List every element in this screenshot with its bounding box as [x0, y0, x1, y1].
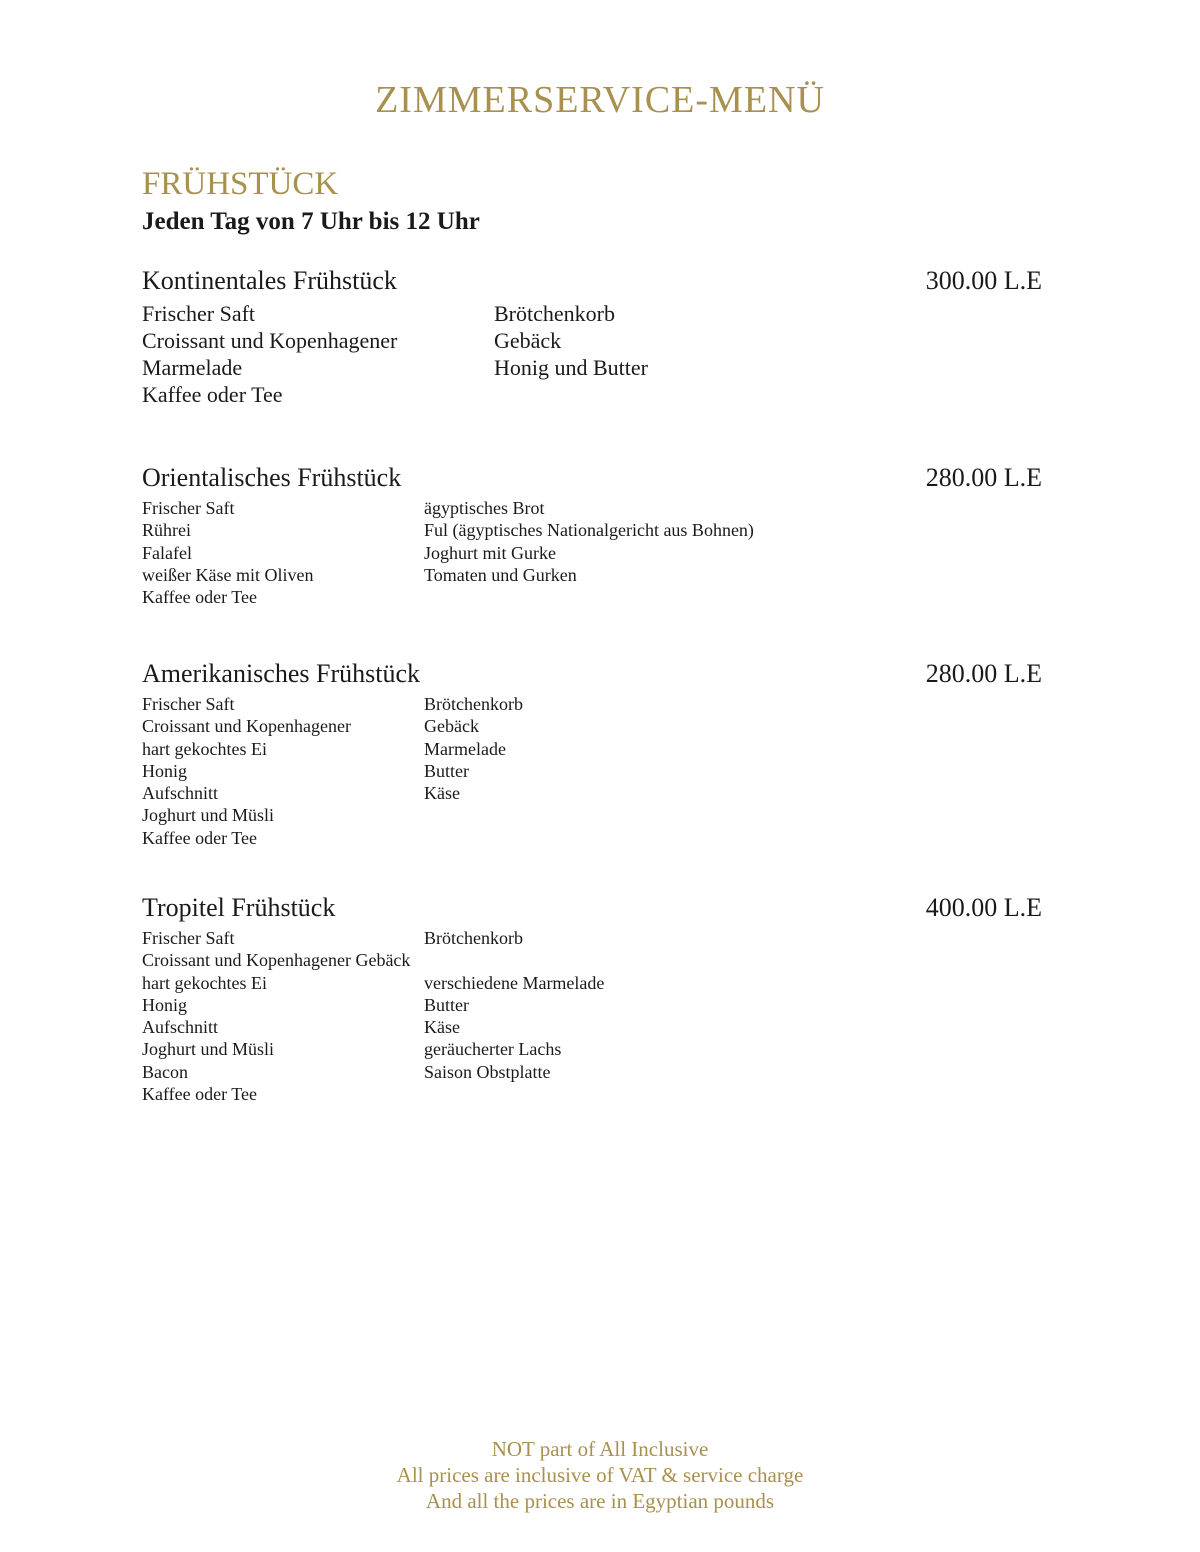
- footer-line: NOT part of All Inclusive: [491, 1437, 709, 1461]
- component: Marmelade: [142, 355, 243, 380]
- component: Honig und Butter: [494, 355, 648, 380]
- component: Honig: [142, 994, 187, 1015]
- component: Brötchenkorb: [424, 928, 523, 948]
- component: verschiedene Marmelade: [424, 972, 605, 993]
- component: hart gekochtes Ei: [142, 972, 267, 993]
- component: Joghurt und Müsli: [142, 805, 275, 826]
- item-components-right: [424, 927, 604, 1083]
- component: ägyptisches Brot: [424, 498, 545, 518]
- footer-notes: [0, 1436, 1200, 1514]
- component: Butter: [424, 760, 469, 781]
- item-components-left: [142, 927, 410, 1105]
- component: Käse: [424, 1017, 460, 1038]
- item-components-right: [424, 693, 523, 804]
- component: Joghurt mit Gurke: [424, 542, 556, 563]
- component: Joghurt und Müsli: [142, 1039, 275, 1060]
- component: Frischer Saft: [142, 301, 256, 326]
- menu-title: ZIMMERSERVICE-MENÜ: [375, 79, 825, 121]
- item-price: 280.00 L.E: [925, 659, 1042, 688]
- item-components-left: [142, 300, 397, 408]
- item-components-right: [424, 497, 754, 586]
- item-price: 300.00 L.E: [925, 266, 1042, 295]
- section-subtitle: Jeden Tag von 7 Uhr bis 12 Uhr: [142, 208, 480, 235]
- component: Bacon: [142, 1061, 188, 1082]
- component: Butter: [424, 994, 469, 1015]
- component: Frischer Saft: [142, 498, 235, 518]
- component: Gebäck: [424, 716, 479, 737]
- component: Kaffee oder Tee: [142, 827, 258, 848]
- component: Aufschnitt: [142, 783, 218, 804]
- component: Kaffee oder Tee: [142, 587, 258, 608]
- item-components-left: [142, 497, 313, 608]
- component: Marmelade: [424, 738, 506, 759]
- component: [424, 949, 604, 971]
- component: Croissant und Kopenhagener: [142, 328, 398, 353]
- item-components-right: [494, 300, 648, 381]
- item-name: Tropitel Frühstück: [142, 893, 336, 922]
- item-components-left: [142, 693, 351, 849]
- component: Saison Obstplatte: [424, 1061, 551, 1082]
- component: Frischer Saft: [142, 694, 235, 714]
- footer-line: All prices are inclusive of VAT & service charge: [396, 1463, 804, 1487]
- component: Falafel: [142, 542, 192, 563]
- component: Brötchenkorb: [424, 694, 523, 714]
- component: Brötchenkorb: [494, 301, 615, 326]
- component: Aufschnitt: [142, 1017, 218, 1038]
- component: Honig: [142, 760, 187, 781]
- item-name: Orientalisches Frühstück: [142, 463, 402, 492]
- component: Tomaten und Gurken: [424, 564, 577, 585]
- component: Rührei: [142, 520, 191, 541]
- component: weißer Käse mit Oliven: [142, 564, 314, 585]
- component: Croissant und Kopenhagener Gebäck: [142, 950, 411, 971]
- component: Croissant und Kopenhagener: [142, 716, 351, 737]
- component: Kaffee oder Tee: [142, 382, 283, 407]
- item-name: Kontinentales Frühstück: [142, 266, 397, 295]
- component: geräucherter Lachs: [424, 1039, 562, 1060]
- section-title: FRÜHSTÜCK: [142, 166, 339, 202]
- item-price: 280.00 L.E: [925, 463, 1042, 492]
- component: Gebäck: [494, 328, 562, 353]
- component: Käse: [424, 783, 460, 804]
- footer-line: And all the prices are in Egyptian pounds: [425, 1489, 775, 1513]
- item-price: 400.00 L.E: [925, 893, 1042, 922]
- item-name: Amerikanisches Frühstück: [142, 659, 421, 688]
- component: hart gekochtes Ei: [142, 738, 267, 759]
- component: Ful (ägyptisches Nationalgericht aus Bohnen): [424, 520, 754, 541]
- component: Kaffee oder Tee: [142, 1084, 258, 1105]
- component: Frischer Saft: [142, 928, 235, 948]
